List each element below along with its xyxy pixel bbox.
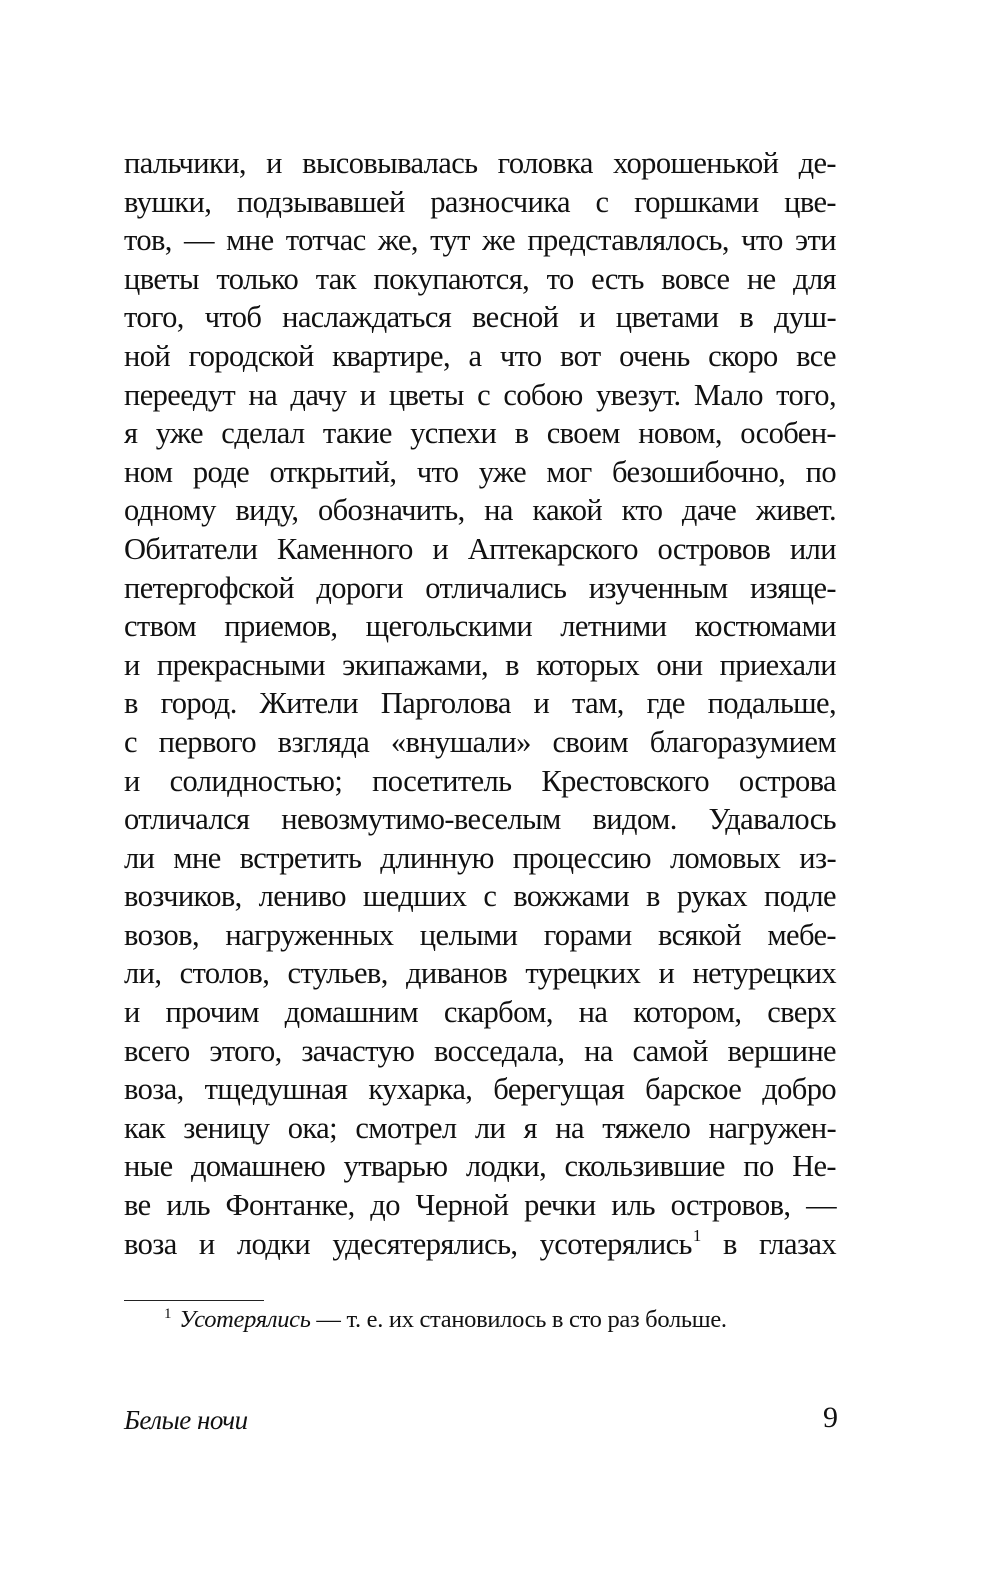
text-line: ном роде открытий, что уже мог безошибочно, по: [124, 454, 836, 489]
last-line-text: воза и лодки удесятерялись, усотерялись: [124, 1226, 692, 1261]
footnote-text: — т. е. их становилось в сто раз больше.: [310, 1306, 727, 1333]
text-line: цветы только так покупаются, то есть вовсе не для: [124, 261, 836, 296]
text-line: и солидностью; посетитель Крестовского острова: [124, 763, 836, 798]
text-line: петергофской дороги отличались изученным изяще-: [124, 570, 836, 605]
text-line: ве иль Фонтанке, до Черной речки иль островов, —: [124, 1188, 836, 1223]
page-number: 9: [823, 1401, 838, 1434]
text-line: того, чтоб наслаждаться весной и цветами в душ-: [124, 300, 836, 335]
text-line: возчиков, лениво шедших с вожжами в руках подле: [124, 879, 836, 914]
text-line: как зеницу ока; смотрел ли я на тяжело нагружен-: [124, 1110, 836, 1145]
text-line: пальчики, и высовывалась головка хорошенькой де-: [124, 146, 836, 180]
text-line: ные домашнею утварью лодки, скользившие по Не-: [124, 1149, 836, 1184]
text-line: ли, столов, стульев, диванов турецких и нетурецких: [124, 956, 836, 991]
text-line: тов, — мне тотчас же, тут же представлялось, что эти: [124, 223, 836, 258]
text-line: ной городской квартире, а что вот очень скоро все: [124, 338, 836, 373]
text-line: и прекрасными экипажами, в которых они приехали: [124, 647, 836, 682]
text-line: ли мне встретить длинную процессию ломовых из-: [124, 840, 836, 875]
text-line: всего этого, зачастую восседала, на самой вершине: [124, 1033, 836, 1068]
main-text-block: [124, 144, 836, 1263]
footnote-divider: [124, 1300, 264, 1301]
text-line: отличался невозмутимо-веселым видом. Удавалось: [124, 802, 836, 837]
text-line: и прочим домашним скарбом, на котором, сверх: [124, 995, 836, 1030]
text-line: воза, тщедушная кухарка, берегущая барское добро: [124, 1072, 836, 1107]
text-line: с первого взгляда «внушали» своим благоразумием: [124, 724, 836, 759]
text-line: вушки, подзывавшей разносчика с горшками цве-: [124, 184, 836, 219]
text-line: Обитатели Каменного и Аптекарского островов или: [124, 531, 836, 566]
footnote-number: 1: [164, 1306, 172, 1322]
text-line: переедут на дачу и цветы с собою увезут. Мало того,: [124, 377, 836, 412]
footnote-term: Усотерялись: [179, 1306, 311, 1333]
text-line: возов, нагруженных целыми горами всякой мебе-: [124, 917, 836, 952]
text-line: ством приемов, щегольскими летними костюмами: [124, 609, 836, 644]
text-line: одному виду, обозначить, на какой кто даче живет.: [124, 493, 836, 528]
text-line: в город. Жители Парголова и там, где подальше,: [124, 686, 836, 721]
last-line-tail: в глазах: [700, 1226, 836, 1261]
footnote-reference[interactable]: 1: [692, 1225, 701, 1245]
footnote: [124, 1305, 836, 1338]
running-title: Белые ночи: [124, 1405, 248, 1435]
text-line-last: [124, 1225, 836, 1264]
text-line: я уже сделал такие успехи в своем новом, особен-: [124, 416, 836, 451]
